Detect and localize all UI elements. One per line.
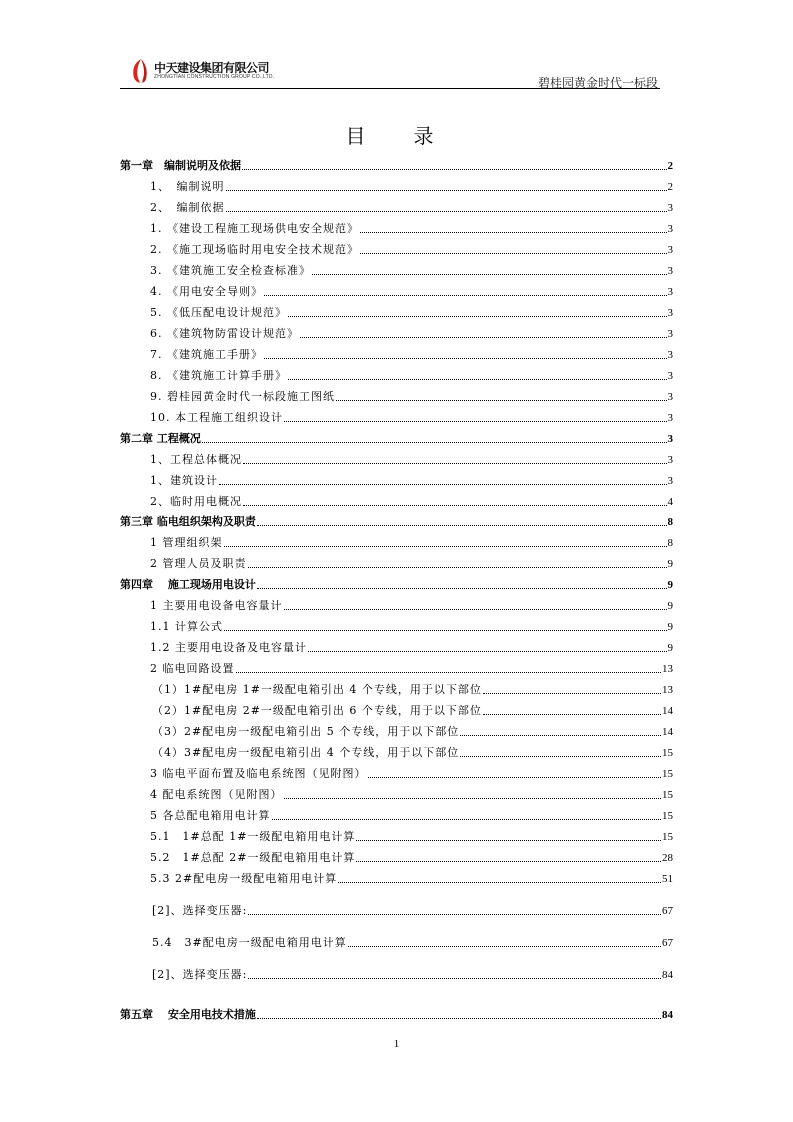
dot-leader: [242, 169, 667, 170]
toc-entry[interactable]: [120, 784, 673, 802]
toc-entry[interactable]: [120, 197, 673, 215]
toc-entry-page: 15: [662, 768, 673, 780]
toc-entry-label: 3. 《建筑施工安全检查标准》: [150, 264, 311, 277]
dot-leader: [248, 567, 667, 568]
toc-entry-page: 3: [667, 433, 673, 445]
toc-entry-label: 3 临电平面布置及临电系统图（见附图）: [150, 767, 367, 780]
toc-entry-page: 67: [662, 905, 673, 917]
toc-entry-page: 28: [662, 852, 673, 864]
toc-entry-label: 9. 碧桂园黄金时代一标段施工图纸: [150, 390, 335, 403]
toc-entry[interactable]: [120, 658, 673, 676]
toc-entry[interactable]: [120, 449, 673, 467]
toc-entry-page: 3: [667, 202, 673, 214]
toc-entry[interactable]: [120, 826, 673, 844]
dot-leader: [288, 379, 667, 380]
toc-entry-page: 15: [662, 747, 673, 759]
toc-entry[interactable]: [120, 900, 673, 918]
toc-entry-label: 2. 《施工现场临时用电安全技术规范》: [150, 243, 359, 256]
toc-entry-page: 15: [662, 789, 673, 801]
toc-entry-page: 15: [662, 831, 673, 843]
dot-leader: [336, 400, 667, 401]
toc-entry-page: 51: [662, 873, 673, 885]
toc-entry-page: 3: [667, 370, 673, 382]
toc-entry-page: 14: [662, 726, 673, 738]
dot-leader: [224, 546, 667, 547]
toc-entry[interactable]: [120, 344, 673, 362]
toc-entry-label: 2、临时用电概况: [150, 495, 242, 508]
toc-entry-label: 1 主要用电设备电容量计: [150, 599, 283, 612]
toc-entry[interactable]: [120, 218, 673, 236]
dot-leader: [248, 914, 661, 915]
company-name-cn: 中天建设集团有限公司: [154, 61, 270, 75]
toc-entry-page: 8: [667, 537, 673, 549]
toc-entry-page: 9: [667, 600, 673, 612]
toc-entry[interactable]: [120, 470, 673, 488]
toc-entry-page: 67: [662, 937, 673, 949]
dot-leader: [368, 777, 662, 778]
toc-entry-label: 第二章 工程概况: [120, 432, 201, 445]
dot-leader: [226, 190, 667, 191]
toc-entry-label: 第四章 施工现场用电设计: [120, 578, 256, 591]
toc-entry-label: 8. 《建筑施工计算手册》: [150, 369, 287, 382]
toc-entry-label: 4 配电系统图（见附图）: [150, 788, 283, 801]
toc-entry-label: 1.1 计算公式: [150, 620, 223, 633]
dot-leader: [460, 735, 661, 736]
dot-leader: [257, 1018, 661, 1019]
toc-entry-label: 2 临电回路设置: [150, 662, 235, 675]
toc-entry[interactable]: [120, 847, 673, 865]
toc-entry-label: 第一章 编制说明及依据: [120, 159, 241, 172]
toc-entry-label: 1、建筑设计: [150, 474, 218, 487]
dot-leader: [483, 693, 661, 694]
toc-entry-label: 1. 《建设工程施工现场供电安全规范》: [150, 222, 359, 235]
toc-chapter-entry[interactable]: [120, 1004, 673, 1022]
toc-entry[interactable]: [120, 302, 673, 320]
toc-entry-page: 13: [662, 663, 673, 675]
dot-leader: [460, 756, 661, 757]
dot-leader: [308, 651, 667, 652]
toc-entry[interactable]: [120, 679, 673, 697]
dot-leader: [360, 253, 667, 254]
toc-entry[interactable]: [120, 595, 673, 613]
toc-chapter-entry[interactable]: [120, 574, 673, 592]
dot-leader: [356, 861, 661, 862]
toc-entry[interactable]: [120, 323, 673, 341]
toc-title: 目 录: [345, 124, 448, 148]
toc-chapter-entry[interactable]: [120, 428, 673, 446]
dot-leader: [202, 442, 667, 443]
toc-entry-label: 1、 编制说明: [150, 180, 225, 193]
toc-entry-label: 6. 《建筑物防雷设计规范》: [150, 327, 299, 340]
toc-entry-page: 4: [667, 496, 673, 508]
toc-entry[interactable]: [120, 637, 673, 655]
dot-leader: [312, 274, 667, 275]
dot-leader: [243, 505, 667, 506]
dot-leader: [272, 819, 662, 820]
toc-entry[interactable]: [120, 407, 673, 425]
toc-entry-label: 2 管理人员及职责: [150, 557, 247, 570]
toc-entry-page: 84: [662, 969, 673, 981]
toc-entry-page: 3: [667, 349, 673, 361]
dot-leader: [483, 714, 661, 715]
toc-entry-label: 5.3 2#配电房一级配电箱用电计算: [150, 872, 338, 885]
toc-entry-page: 3: [667, 223, 673, 235]
toc-chapter-entry[interactable]: [120, 155, 673, 173]
dot-leader: [356, 840, 661, 841]
toc-entry-label: 5 各总配电箱用电计算: [150, 809, 271, 822]
toc-entry-page: 9: [667, 558, 673, 570]
toc-entry-page: 3: [667, 307, 673, 319]
dot-leader: [348, 946, 661, 947]
toc-entry-page: 2: [667, 160, 673, 172]
toc-entry-label: 第三章 临电组织架构及职责: [120, 515, 256, 528]
dot-leader: [248, 978, 661, 979]
toc-entry[interactable]: [120, 281, 673, 299]
toc-entry-label: 5. 《低压配电设计规范》: [150, 306, 287, 319]
dot-leader: [224, 630, 667, 631]
toc-entry-label: 2、 编制依据: [150, 201, 225, 214]
toc-entry[interactable]: [120, 721, 673, 739]
toc-entry-label: [2]、选择变压器:: [152, 904, 248, 917]
toc-entry[interactable]: [120, 742, 673, 760]
header-divider: [120, 88, 660, 89]
toc-entry-page: 3: [667, 391, 673, 403]
toc-entry-label: （4）3#配电房一级配电箱引出 4 个专线，用于以下部位: [152, 746, 460, 759]
toc-entry-page: 14: [662, 705, 673, 717]
company-name-en: ZHONGTIAN CONSTRUCTION GROUP CO.,LTD.: [154, 74, 275, 80]
dot-leader: [284, 609, 667, 610]
dot-leader: [288, 316, 667, 317]
dot-leader: [300, 337, 667, 338]
toc-entry[interactable]: [120, 553, 673, 571]
toc-entry-page: 3: [667, 475, 673, 487]
toc-entry-label: （1）1#配电房 1#一级配电箱引出 4 个专线，用于以下部位: [152, 683, 482, 696]
toc-entry-label: 10. 本工程施工组织设计: [150, 411, 283, 424]
toc-entry-page: 9: [667, 579, 673, 591]
dot-leader: [236, 672, 662, 673]
toc-entry[interactable]: [120, 365, 673, 383]
toc-entry-page: 3: [667, 454, 673, 466]
dot-leader: [264, 295, 667, 296]
toc-entry-label: 5.2 1#总配 2#一级配电箱用电计算: [150, 851, 356, 864]
toc-entry-page: 2: [667, 181, 673, 193]
toc-entry-page: 3: [667, 286, 673, 298]
toc-entry[interactable]: [120, 386, 673, 404]
dot-leader: [219, 484, 667, 485]
toc-entry-label: （3）2#配电房一级配电箱引出 5 个专线，用于以下部位: [152, 725, 460, 738]
toc-entry[interactable]: [120, 239, 673, 257]
toc-entry[interactable]: [120, 176, 673, 194]
toc-entry-label: 4. 《用电安全导则》: [150, 285, 263, 298]
toc-entry[interactable]: [120, 532, 673, 550]
dot-leader: [257, 588, 667, 589]
toc-entry-page: 3: [667, 265, 673, 277]
toc-entry[interactable]: [120, 700, 673, 718]
dot-leader: [264, 358, 667, 359]
page-header: [120, 56, 660, 89]
toc-entry-label: 第五章 安全用电技术措施: [120, 1008, 256, 1021]
toc-entry-page: 3: [667, 328, 673, 340]
dot-leader: [257, 525, 667, 526]
toc-entry-label: 7. 《建筑施工手册》: [150, 348, 263, 361]
toc-entry-label: 1、工程总体概况: [150, 453, 242, 466]
page-number: 1: [393, 1038, 400, 1050]
toc-entry-label: [2]、选择变压器:: [152, 968, 248, 981]
company-logo-icon: [130, 58, 152, 84]
toc-entry-label: 5.4 3#配电房一级配电箱用电计算: [152, 936, 347, 949]
toc-entry-label: （2）1#配电房 2#一级配电箱引出 6 个专线，用于以下部位: [152, 704, 482, 717]
toc-entry-page: 9: [667, 642, 673, 654]
toc-entry-page: 3: [667, 412, 673, 424]
dot-leader: [360, 232, 667, 233]
dot-leader: [338, 882, 661, 883]
toc-entry[interactable]: [120, 932, 673, 950]
toc-entry-label: 1.2 主要用电设备及电容量计: [150, 641, 307, 654]
toc-entry-page: 9: [667, 621, 673, 633]
toc-entry-label: 1 管理组织架: [150, 536, 223, 549]
toc-entry-page: 13: [662, 684, 673, 696]
dot-leader: [284, 798, 662, 799]
toc-entry[interactable]: [120, 964, 673, 982]
dot-leader: [284, 421, 667, 422]
toc-entry[interactable]: [120, 616, 673, 634]
toc-entry[interactable]: [120, 805, 673, 823]
toc-entry-page: 84: [662, 1009, 673, 1021]
toc-entry[interactable]: [120, 491, 673, 509]
toc-chapter-entry[interactable]: [120, 511, 673, 529]
toc-entry-page: 8: [667, 516, 673, 528]
toc-entry[interactable]: [120, 260, 673, 278]
dot-leader: [243, 463, 667, 464]
toc-entry[interactable]: [120, 868, 673, 886]
toc-entry[interactable]: [120, 763, 673, 781]
dot-leader: [226, 211, 667, 212]
project-name: 碧桂园黄金时代一标段: [537, 76, 658, 90]
toc-entry-page: 15: [662, 810, 673, 822]
toc-entry-page: 3: [667, 244, 673, 256]
toc-entry-label: 5.1 1#总配 1#一级配电箱用电计算: [150, 830, 356, 843]
